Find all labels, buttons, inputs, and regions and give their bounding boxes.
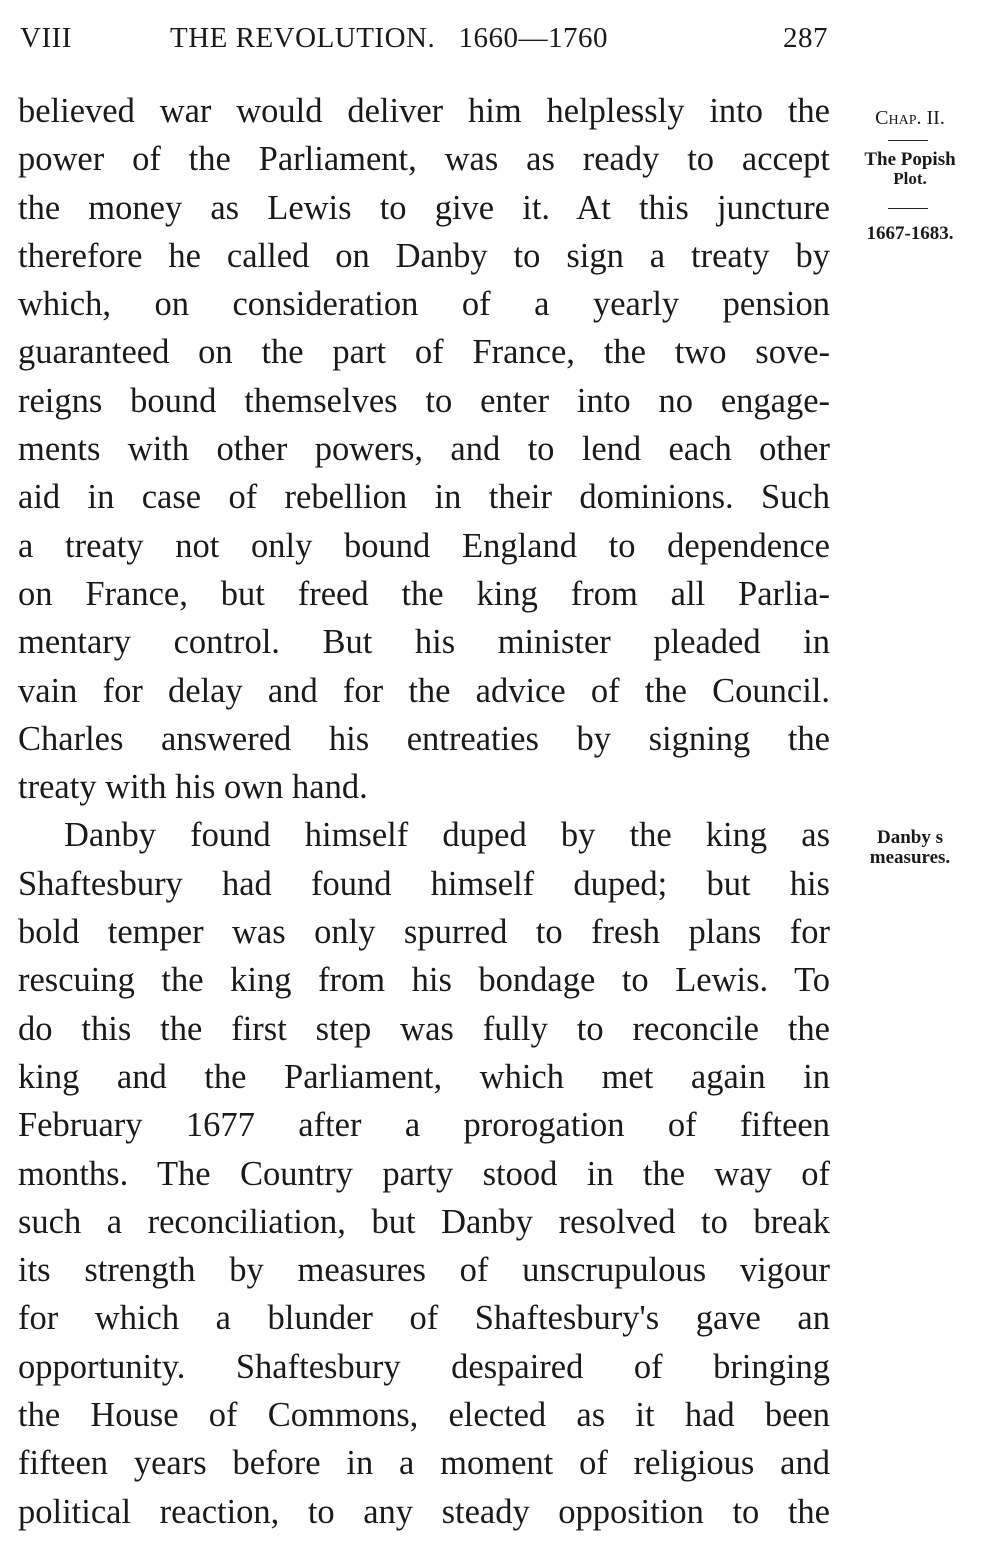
header-section-number: VIII — [20, 22, 72, 54]
text-line: bold temper was only spurred to fresh plans for — [18, 913, 830, 952]
text-line: the money as Lewis to give it. At this juncture — [18, 188, 830, 227]
text-line: therefore he called on Danby to sign a treaty by — [18, 236, 830, 275]
text-line: for which a blunder of Shaftesbury's gave an — [18, 1299, 830, 1338]
text-line: fifteen years before in a moment of religious and — [18, 1444, 830, 1483]
text-line: Shaftesbury had found himself duped; but his — [18, 864, 830, 903]
text-line: February 1677 after a prorogation of fifteen — [18, 1106, 830, 1145]
text-line: guaranteed on the part of France, the two sove- — [18, 333, 830, 372]
text-line: ments with other powers, and to lend each other — [18, 430, 830, 469]
text-line: power of the Parliament, was as ready to accept — [18, 140, 830, 179]
text-line: mentary control. But his minister pleaded in — [18, 623, 830, 662]
text-line: on France, but freed the king from all Parlia- — [18, 574, 830, 613]
text-line: Charles answered his entreaties by signing the — [18, 719, 830, 758]
text-line: rescuing the king from his bondage to Lewis. To — [18, 961, 830, 1000]
text-line: the House of Commons, elected as it had been — [18, 1396, 830, 1435]
text-line: a treaty not only bound England to dependence — [18, 526, 830, 565]
text-line: treaty with his own hand. — [18, 768, 368, 807]
text-line: Danby found himself duped by the king as — [64, 816, 830, 855]
text-line: do this the first step was fully to reconcile the — [18, 1009, 830, 1048]
paragraph-2 — [18, 811, 830, 1535]
margin-rule — [888, 208, 928, 209]
margin-topic — [840, 150, 980, 187]
text-line: such a reconciliation, but Danby resolved to break — [18, 1202, 830, 1241]
text-line: reigns bound themselves to enter into no engage- — [18, 381, 830, 420]
margin-dates: 1667-1683. — [866, 223, 954, 244]
text-line: which, on consideration of a yearly pension — [18, 285, 830, 324]
text-line: believed war would deliver him helplessly into the — [18, 92, 830, 130]
paragraph-1 — [18, 87, 830, 811]
text-line: king and the Parliament, which met again in — [18, 1057, 830, 1096]
main-text-column — [18, 87, 830, 1536]
text-line: vain for delay and for the advice of the Council. — [18, 671, 830, 710]
text-line: months. The Country party stood in the way of — [18, 1154, 830, 1193]
margin-topic-line: The Popish — [864, 149, 956, 170]
text-line: its strength by measures of unscrupulous vigour — [18, 1251, 830, 1290]
running-header — [20, 22, 828, 58]
header-title: THE REVOLUTION. 1660—1760 — [170, 22, 608, 54]
margin-note-line: measures. — [869, 847, 951, 868]
page-number: 287 — [783, 22, 828, 54]
text-line: opportunity. Shaftesbury despaired of bringing — [18, 1347, 830, 1386]
text-line: political reaction, to any steady opposition to the — [18, 1492, 830, 1531]
margin-chapter-label: Chap. II. — [875, 107, 945, 129]
margin-note-danby — [840, 828, 980, 868]
margin-note-line: Danby s — [877, 827, 943, 848]
margin-rule — [888, 140, 928, 141]
text-line: aid in case of rebellion in their dominions. Such — [18, 478, 830, 517]
margin-topic-line: Plot. — [893, 169, 927, 188]
